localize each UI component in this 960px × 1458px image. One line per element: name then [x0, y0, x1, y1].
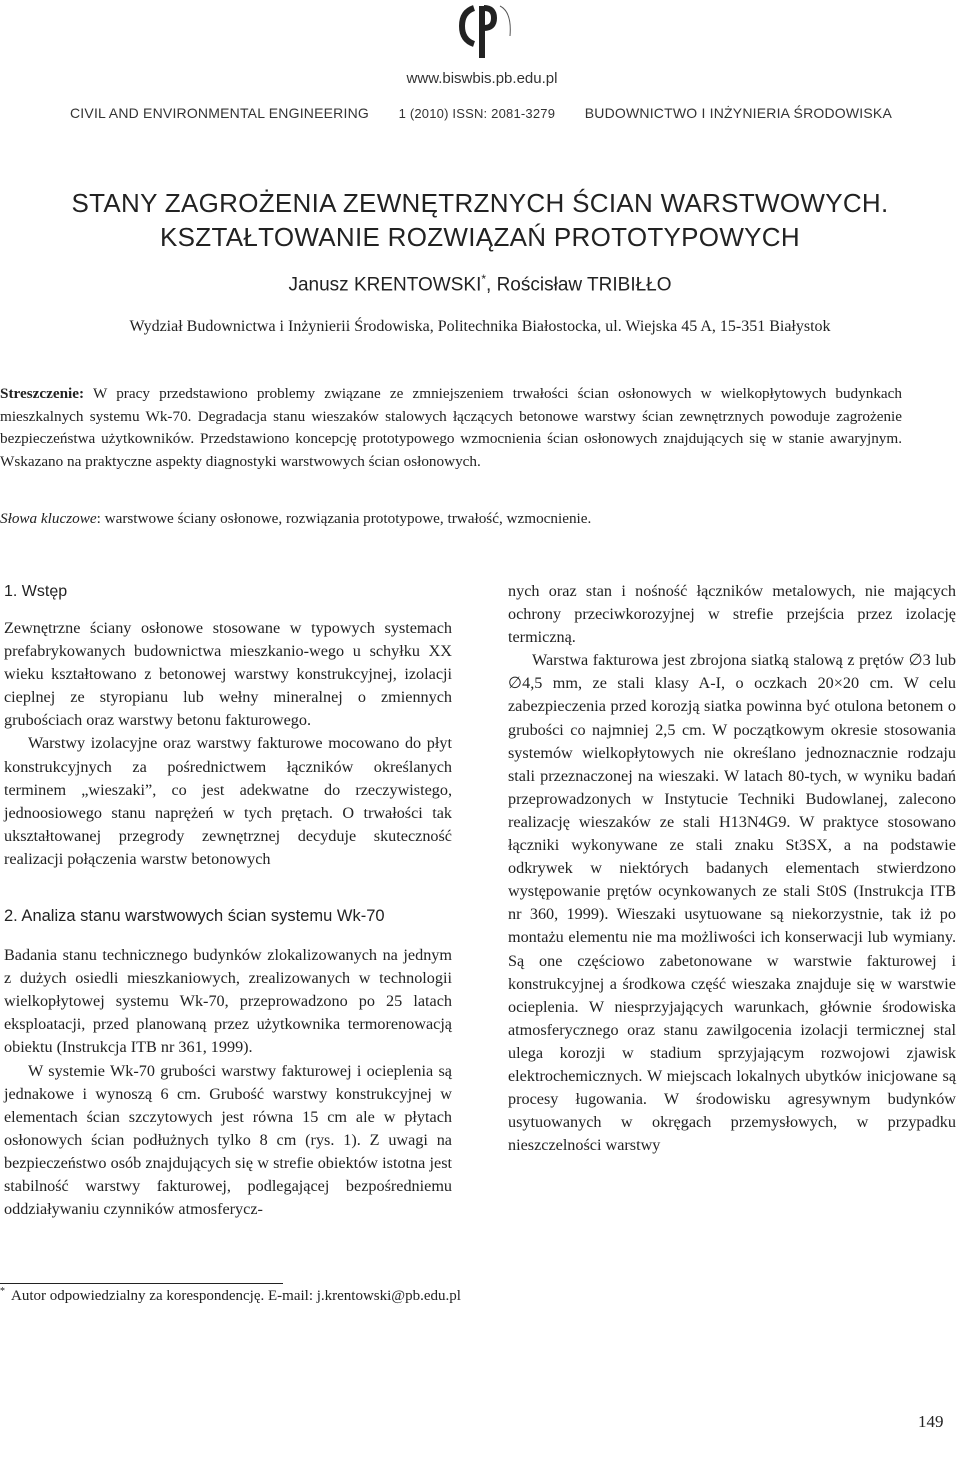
journal-name-english: CIVIL AND ENVIRONMENTAL ENGINEERING — [70, 105, 369, 121]
authors-line — [40, 272, 920, 296]
section-1-paragraph-2: Warstwy izolacyjne oraz warstwy fakturowe mocowano do płyt konstrukcyjnych za pośrednictwem łączników określanych terminem „wieszaki”, co jest adekwatne do rzeczywistego, jednoosiowego stanu naprężeń w tych prętach. O trwałości tak ukształtowanej przegrody zewnętrznej decyduje skuteczność realizacji połączenia warstw betonowych — [4, 734, 452, 868]
keywords-label: Słowa kluczowe — [0, 510, 97, 527]
university-logo — [452, 0, 530, 62]
title-line-1: STANY ZAGROŻENIA ZEWNĘTRZNYCH ŚCIAN WARSTWOWYCH. — [71, 188, 889, 218]
title-line-2: KSZTAŁTOWANIE ROZWIĄZAŃ PROTOTYPOWYCH — [160, 222, 800, 252]
author-1: Janusz KRENTOWSKI — [288, 274, 482, 296]
journal-header-bar — [70, 102, 892, 124]
journal-name-polish: BUDOWNICTWO I INŻYNIERIA ŚRODOWISKA — [584, 105, 892, 121]
keywords-text: : warstwowe ściany osłonowe, rozwiązania prototypowe, trwałość, wzmocnienie. — [96, 510, 592, 527]
footnote — [0, 1286, 700, 1305]
corresponding-author-mark: * — [481, 272, 487, 286]
section-1-heading: 1. Wstęp — [4, 583, 68, 600]
footnote-mark: * — [0, 1286, 5, 1297]
affiliation: Wydział Budownictwa i Inżynierii Środowiska, Politechnika Białostocka, ul. Wiejska 45 A, 15-351 Białystok — [129, 318, 831, 335]
footnote-divider — [0, 1283, 283, 1284]
right-column — [508, 580, 956, 1157]
abstract-text: W pracy przedstawiono problemy związane ze zmniejszeniem trwałości ścian osłonowych w wielkopłytowych budynkach mieszkalnych systemu Wk-70. Degradacja stanu wieszaków stalowych łączących betonowe warstwy ścian zewnętrznych powoduje zagrożenie bezpieczeństwa użytkowników. Przedstawiono koncepcję prototypowego wzmocnienia ścian osłonowych znajdujących się w stanie awaryjnym. Wskazano na praktyczne aspekty diagnostyki warstwowych ścian osłonowych. — [0, 385, 902, 470]
section-2-paragraph-1: Badania stanu technicznego budynków zlokalizowanych na jednym z dużych osiedli mieszkaniowych, zrealizowanych w technologii wielkopłytowej systemu Wk-70, przeprowadzono po 25 latach eksploatacji, przed planowaną przez użytkownika termorenowacją obiektu (Instrukcja ITB nr 361, 1999). — [4, 946, 452, 1057]
author-2: , Rościsław TRIBIŁŁO — [486, 274, 672, 296]
section-2-paragraph-2: W systemie Wk-70 grubości warstwy fakturowej i ocieplenia są jednakowe i wynoszą 6 cm. Grubość warstwy konstrukcyjnej w elementach ścian szczytowych jest równa 15 cm ale w płytach osłonowych ścian podłużnych tylko 8 cm (rys. 1). Z uwagi na bezpieczeństwo osób znajdujących się w strefie obiektów istotna jest stabilność warstwy fakturowej, podlegającej bezpośredniemu oddziaływaniu czynników atmosferycz- — [4, 1061, 452, 1219]
article-title — [40, 186, 920, 254]
page-number: 149 — [918, 1412, 944, 1431]
politechnika-logo-icon — [452, 0, 530, 62]
journal-issue: 1 (2010) ISSN: 2081-3279 — [398, 105, 556, 121]
journal-url[interactable]: www.biswbis.pb.edu.pl — [406, 70, 558, 87]
section-1-paragraph-1: Zewnętrzne ściany osłonowe stosowane w typowych systemach prefabrykowanych budownictwa mieszkanio-wego u schyłku XX wieku kształtowano z betonowej warstwy konstrukcyjnej, izolacji cieplnej ze styropianu lub wełny mineralnej o zmiennych grubościach oraz warstwy betonu fakturowego. — [4, 619, 452, 730]
right-paragraph-2: Warstwa fakturowa jest zbrojona siatką stalową z prętów ∅3 lub ∅4,5 mm, ze stali klasy A-I, o oczkach 20×20 cm. W celu zabezpieczenia przed korozją siatka powinna być otulona betonem o grubości co najmniej 2,5 cm. W początkowym okresie stosowania systemów wielkopłytowych nie określano jednoznacznie rodzaju stali przeznaczonej na wieszaki. W latach 80-tych, w wyniku badań przeprowadzonych w Instytucie Techniki Budowlanej, zalecono realizację wieszaków ze stali H13N4G9. W praktyce stosowano łączniki wykonywane ze stali znaku St3SX, a na podstawie odkrywek w niektórych badanych elementach stwierdzono występowanie prętów ocynkowanych ze stali St0S (Instrukcja ITB nr 360, 1999). Wieszaki usytuowane są niekorzystnie, tak iż po montażu elementu nie ma możliwości ich konserwacji lub wymiany. Są one częściowo zabetonowane w warstwie fakturowej i konstrukcyjnej a środkowa część wieszaka znajduje się w warstwie ocieplenia. W niesprzyjających warunkach, głównie środowiska atmosferycznego oraz stanu zawilgocenia izolacji termicznej stal ulega korozji w stadium sprzyjającym rozwojowi zjawisk elektrochemicznych. W miejscach lokalnych ubytków inicjowane są procesy ługowania. W środowisku agresywnym budynków usytuowanych w okręgach przemysłowych, w przypadku nieszczelności warstwy — [508, 651, 956, 1155]
footnote-text: Autor odpowiedzialny za korespondencję. E-mail: j.krentowski@pb.edu.pl — [11, 1288, 461, 1304]
right-paragraph-1: nych oraz stan i nośność łączników metalowych, nie mających ochrony przeciwkorozyjnej w strefie przejścia przez izolację termiczną. — [508, 582, 956, 647]
keywords — [0, 510, 902, 528]
abstract — [0, 383, 902, 473]
abstract-label: Streszczenie: — [0, 385, 85, 402]
section-2-heading: 2. Analiza stanu warstwowych ścian systemu Wk-70 — [4, 907, 385, 926]
left-column — [4, 580, 452, 1221]
